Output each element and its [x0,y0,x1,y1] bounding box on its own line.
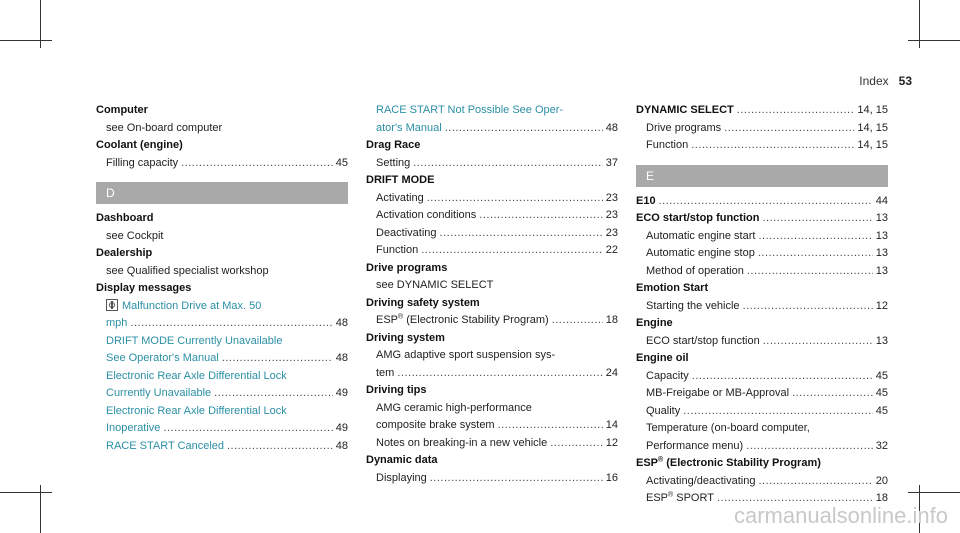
index-term: Driving safety system [366,296,480,309]
index-entry[interactable]: Capacity ..... 45 [636,368,888,386]
index-entry-link[interactable]: Electronic Rear Axle Differential Lock [106,369,287,382]
crop-mark [908,492,960,493]
index-term: Driving tips [366,384,427,396]
page-ref[interactable]: 22 [605,244,618,256]
index-term: Coolant (engine) [96,139,183,151]
index-term: Emotion Start [636,282,709,294]
index-entry[interactable]: Deactivating ..... 23 [366,225,618,243]
page-ref[interactable]: 23 [605,209,618,221]
index-term: Dynamic data [366,454,438,466]
page-ref[interactable]: 13 [875,247,888,259]
index-entry-link[interactable]: Electronic Rear Axle Differential Lock [106,404,287,417]
index-entry[interactable]: E10 ..... 44 [636,193,888,211]
page-ref[interactable]: 48 [335,352,348,364]
page-ref[interactable]: 49 [335,422,348,434]
page-ref[interactable]: 44 [875,194,888,207]
index-entry[interactable]: ESP® SPORT ..... 18 [636,490,888,508]
page-ref[interactable]: 20 [875,474,888,487]
index-entry[interactable]: Activating/deactivating ..... 20 [636,473,888,491]
index-entry[interactable]: Filling capacity ..... 45 [96,155,348,173]
page-number: 53 [898,74,912,88]
page-ref[interactable]: 13 [875,264,888,277]
index-entry[interactable]: composite brake system ..... 14 [366,417,618,435]
page-ref[interactable]: 12 [875,299,888,312]
page-ref[interactable]: 45 [875,404,888,417]
crop-mark [0,492,52,493]
index-entry[interactable]: Setting ..... 37 [366,155,618,173]
index-term: Engine oil [636,352,689,364]
page-ref[interactable]: 18 [605,314,618,326]
page-ref[interactable]: 48 [335,439,348,452]
page-ref[interactable]: 49 [335,387,348,399]
index-entry[interactable]: Activating ..... 23 [366,190,618,208]
page-ref[interactable]: 16 [605,471,618,484]
index-entry[interactable]: tem ..... 24 [366,365,618,383]
page-ref[interactable]: 45 [335,156,348,169]
warning-indicator-icon [106,299,118,311]
index-entry[interactable]: Performance menu) ..... 32 [636,438,888,456]
page-ref[interactable]: 24 [605,366,618,379]
index-entry[interactable]: DYNAMIC SELECT ..... 14, 15 [636,102,888,120]
index-term: Dashboard [96,212,154,224]
index-entry[interactable]: Currently Unavailable ..... 49 [96,385,348,403]
page-ref[interactable]: 45 [875,387,888,399]
page-ref[interactable]: 14 [605,419,618,431]
index-entry[interactable]: Inoperative ..... 49 [96,420,348,438]
index-term: ESP® (Electronic Stability Program) [636,456,821,469]
index-entry[interactable]: Function ..... 22 [366,242,618,260]
letter-band-e: E [636,165,888,187]
index-entry-link[interactable]: RACE START Not Possible See Oper- [376,104,564,116]
watermark: carmanualsonline.info [733,503,948,528]
index-entry-text: Temperature (on-board computer, [646,422,810,434]
index-term: Driving system [366,331,445,344]
index-entry-link[interactable]: DRIFT MODE Currently Unavailable [106,334,283,347]
index-entry[interactable]: Displaying ..... 16 [366,470,618,488]
page-ref[interactable]: 48 [335,317,348,329]
index-term: Computer [96,104,148,116]
index-entry-text: AMG adaptive sport suspension sys- [376,349,556,361]
index-entry[interactable]: ator's Manual ..... 48 [366,120,618,138]
index-entry-text: AMG ceramic high-performance [376,401,532,414]
page-ref[interactable]: 23 [605,226,618,239]
index-see: see DYNAMIC SELECT [376,279,494,291]
index-entry[interactable]: Automatic engine start ..... 13 [636,228,888,246]
crop-mark [908,40,960,41]
index-entry[interactable]: MB-Freigabe or MB-Approval ..... 45 [636,385,888,403]
index-see: see On-board computer [106,121,223,134]
crop-mark [0,40,52,41]
index-entry[interactable]: Starting the vehicle ..... 12 [636,298,888,316]
index-term: Dealership [96,247,153,259]
index-column-2 [366,102,618,487]
page-ref[interactable]: 32 [875,439,888,452]
index-term: Engine [636,317,673,329]
page-ref[interactable]: 14, 15 [857,139,888,151]
index-term: Drag Race [366,139,421,151]
letter-band-d: D [96,182,348,204]
index-term: Drive programs [366,261,448,274]
index-entry[interactable]: ESP® (Electronic Stability Program) ..... 18 [366,312,618,330]
index-entry[interactable]: Quality ..... 45 [636,403,888,421]
index-term: Display messages [96,282,192,294]
page-ref[interactable]: 37 [605,156,618,169]
page-ref[interactable]: 12 [605,436,618,449]
index-entry[interactable]: Function ..... 14, 15 [636,137,888,155]
page-ref[interactable]: 13 [875,334,888,347]
index-entry[interactable]: Activation conditions ..... 23 [366,207,618,225]
page-ref[interactable]: 48 [605,121,618,134]
section-title: Index [859,74,889,88]
index-entry[interactable]: Drive programs ..... 14, 15 [636,120,888,138]
page-ref[interactable]: 23 [605,191,618,204]
index-entry[interactable]: Notes on breaking-in a new vehicle ..... 12 [366,435,618,453]
page-ref[interactable]: 18 [875,492,888,504]
index-see: see Cockpit [106,229,164,242]
index-entry[interactable]: mph ..... 48 [96,315,348,333]
index-entry[interactable]: Automatic engine stop ..... 13 [636,245,888,263]
index-entry[interactable]: ECO start/stop function ..... 13 [636,333,888,351]
index-entry[interactable]: Method of operation ..... 13 [636,263,888,281]
page-ref[interactable]: 45 [875,369,888,382]
page-ref[interactable]: 14, 15 [857,121,888,134]
page-ref[interactable]: 14, 15 [857,104,888,116]
index-entry[interactable]: See Operator's Manual ..... 48 [96,350,348,368]
index-term: DRIFT MODE [366,174,435,186]
index-entry[interactable]: ECO start/stop function ..... 13 [636,210,888,228]
page-ref[interactable]: 13 [875,229,888,242]
index-entry-link[interactable]: Malfunction Drive at Max. 50 [96,298,348,316]
index-column-1 [96,102,348,455]
index-column-3 [636,102,888,508]
page-header [859,74,912,88]
index-see: see Qualified specialist workshop [106,264,269,277]
index-entry[interactable]: RACE START Canceled ..... 48 [96,438,348,456]
page-ref[interactable]: 13 [875,212,888,224]
